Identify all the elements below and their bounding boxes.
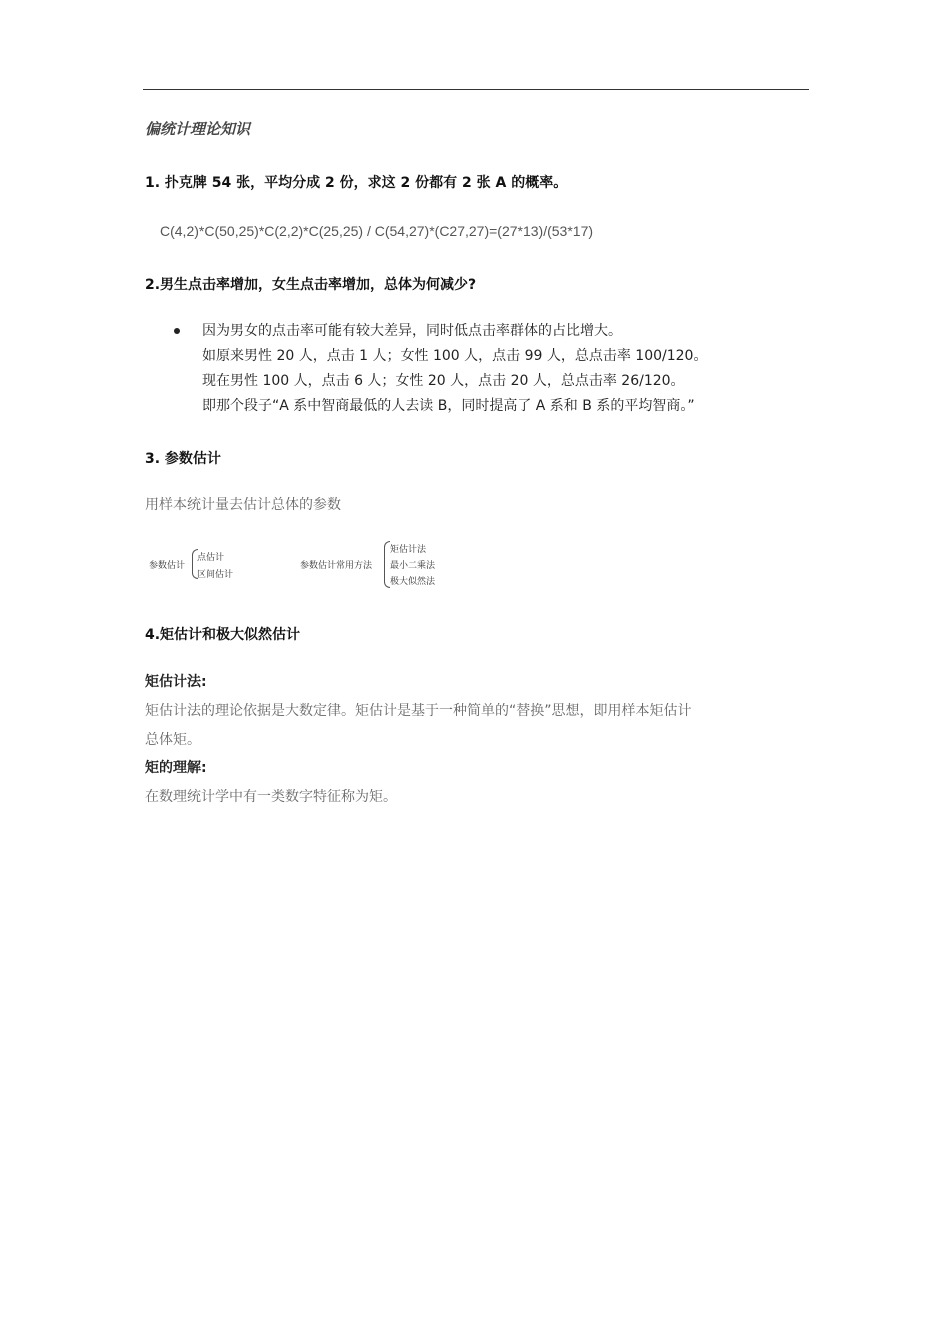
diagram-right-child: 最小二乘法 (390, 561, 436, 571)
answer-line: 即那个段子“A 系中智商最低的人去读 B，同时提高了 A 系和 B 系的平均智商。” (202, 398, 695, 414)
moment-understanding-title: 矩的理解: (145, 760, 207, 776)
answer-line: 因为男女的点击率可能有较大差异，同时低点击率群体的占比增大。 (202, 323, 622, 339)
moment-estimation-title: 矩估计法: (145, 674, 207, 690)
moment-estimation-text-line-1: 矩估计法的理论依据是大数定律。矩估计是基于一种简单的“替换”思想，即用样本矩估计 (145, 703, 692, 719)
question-1-formula: C(4,2)*C(50,25)*C(2,2)*C(25,25) / C(54,27)*(C27,27)=(27*13)/(53*17) (160, 223, 594, 239)
top-rule (143, 89, 809, 90)
answer-line: 现在男性 100 人，点击 6 人；女性 20 人，点击 20 人，总点击率 26/120。 (202, 373, 685, 389)
question-1-heading: 1. 扑克牌 54 张，平均分成 2 份，求这 2 份都有 2 张 A 的概率。 (145, 175, 568, 191)
diagram-left-root: 参数估计 (149, 561, 186, 571)
moment-understanding-text: 在数理统计学中有一类数字特征称为矩。 (145, 789, 397, 805)
answer-line: 如原来男性 20 人，点击 1 人；女性 100 人，点击 99 人，总点击率 100/120。 (202, 348, 708, 364)
diagram-left-child: 区间估计 (197, 570, 234, 580)
question-4-heading: 4.矩估计和极大似然估计 (145, 627, 301, 643)
question-3-description: 用样本统计量去估计总体的参数 (145, 497, 341, 513)
diagram-right-root: 参数估计常用方法 (300, 561, 373, 571)
bullet-dot-icon (174, 328, 180, 334)
question-3-heading: 3. 参数估计 (145, 451, 221, 467)
document-title: 偏统计理论知识 (145, 120, 251, 138)
moment-estimation-text-line-2: 总体矩。 (145, 732, 201, 748)
diagram-right-child: 矩估计法 (390, 545, 427, 555)
question-2-heading: 2.男生点击率增加，女生点击率增加，总体为何减少? (145, 277, 477, 293)
diagram-right-child: 极大似然法 (390, 577, 436, 587)
diagram-left-child: 点估计 (197, 553, 225, 563)
